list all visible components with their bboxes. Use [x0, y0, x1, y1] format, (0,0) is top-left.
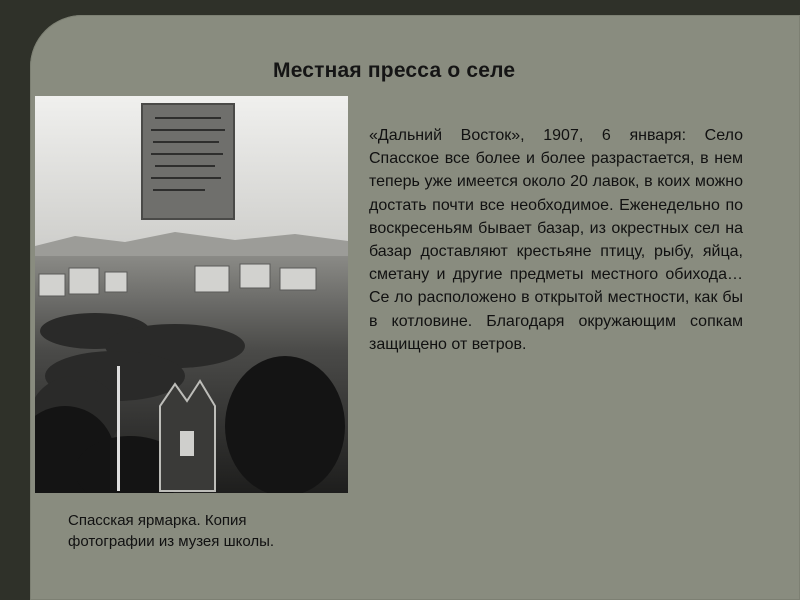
newspaper-clipping [142, 104, 234, 219]
photo-caption: Спасская ярмарка. Копия фотографии из музея школы. [68, 512, 275, 550]
press-quote: «Дальний Восток», 1907, 6 января: Село Спасское все более и более разрастается, в нем теперь уже имеется около 20 лавок, в коих можно достать почти все необходимое. Еженедельно по воскресеньям бывает базар, из окрестных сел на базар доставляют крестьяне птицу, рыбу, яйца, сметану и другие предметы местного обихода…Се ло расположено в открытой местности, как бы в котловине. Благодаря окружающим сопкам защищено от ветров. [369, 127, 743, 353]
photo-pole [117, 366, 120, 491]
slide-title: Местная пресса о селе [273, 59, 516, 82]
historic-photo [35, 96, 348, 493]
